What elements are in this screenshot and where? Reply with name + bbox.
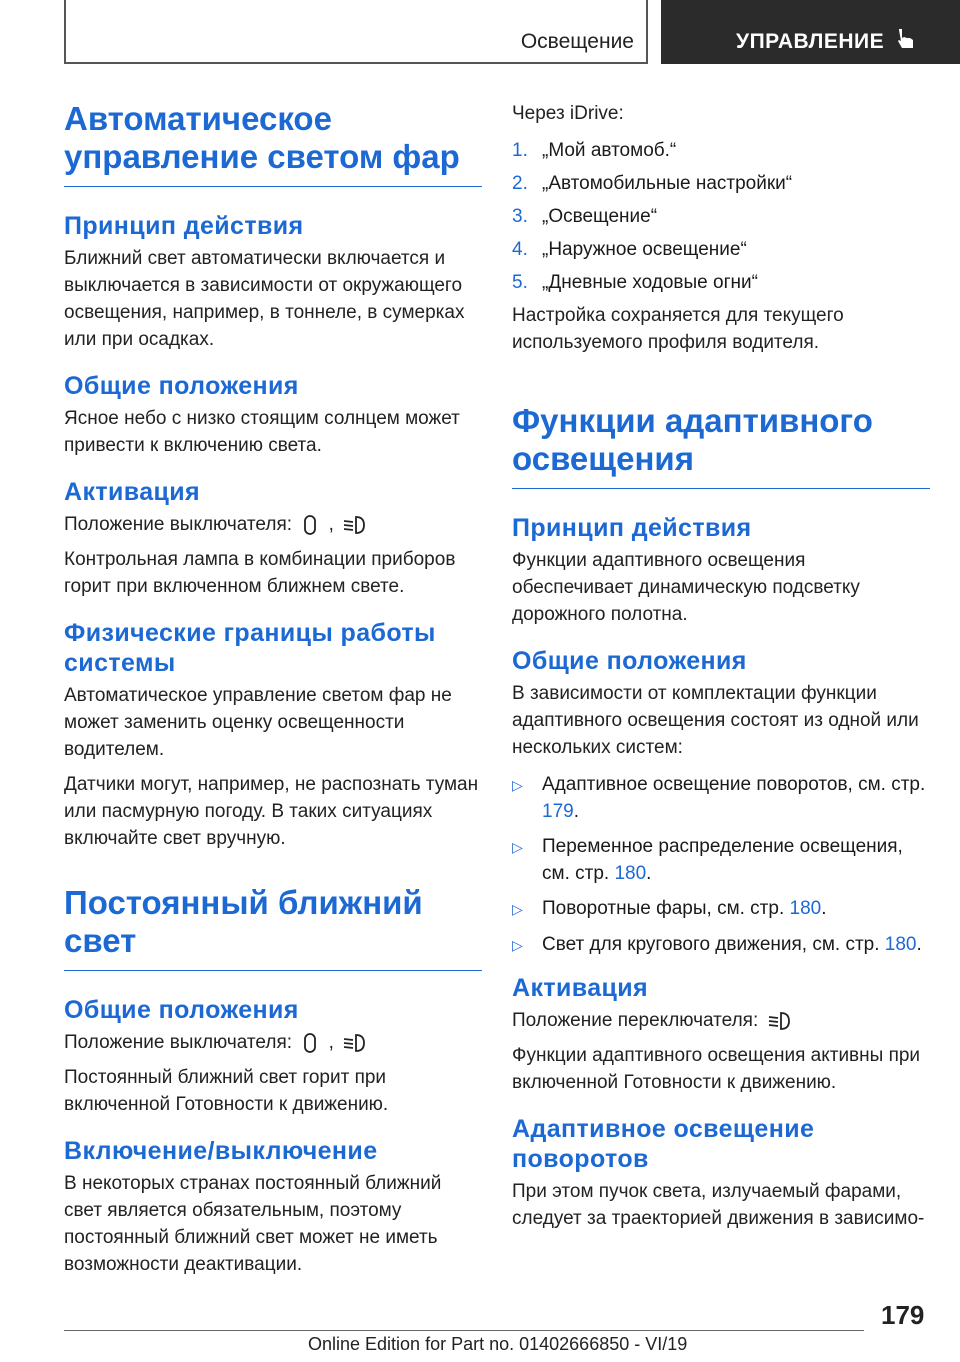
- pointing-hand-icon: [893, 26, 919, 52]
- bullet-text: Свет для кругового движения, см. стр. 180.: [542, 934, 922, 955]
- page-link[interactable]: 180: [884, 934, 917, 955]
- heading-line: поворотов: [512, 1145, 649, 1173]
- bullet-label: Адаптивное освещение поворотов, см. стр.: [542, 774, 926, 795]
- paragraph-principle-2: Функции адаптивного освещения обеспечивает динамическую подсветку дорожного полотна.: [512, 550, 860, 625]
- paragraph-general-2-switch: [64, 1029, 482, 1056]
- paragraph-on-off: В некоторых странах постоянный ближний свет является обязательным, поэтому постоянный ближний свет может не иметь возможности деактивации.: [64, 1173, 442, 1275]
- heading-rule: [64, 970, 482, 971]
- heading-rule: [64, 186, 482, 187]
- separator: ,: [328, 1032, 334, 1053]
- heading-line: системы: [64, 649, 176, 677]
- list-item: [512, 833, 930, 887]
- subheading-principle: Принцип действия: [64, 212, 304, 240]
- step-text: „Автомобильные настройки“: [542, 173, 793, 194]
- right-column: [512, 100, 930, 1232]
- switch-position-label: Положение выключателя:: [64, 1032, 293, 1053]
- paragraph-principle: Ближний свет автоматически включается и выключается в зависимости от окружающего освещения, например, в тоннеле, в сумерках или при осадках.: [64, 248, 465, 350]
- subheading-activation-2: Активация: [512, 974, 649, 1002]
- step-text: „Наружное освещение“: [542, 239, 747, 260]
- paragraph-general-3: В зависимости от комплектации функции адаптивного освещения состоят из одной или нескольких систем:: [512, 683, 919, 758]
- step-number: 2.: [512, 173, 528, 194]
- footer-rule: [64, 1330, 864, 1331]
- header-chapter-title: УПРАВЛЕНИЕ: [736, 30, 885, 53]
- triangle-bullet-icon: ▷: [512, 839, 523, 855]
- triangle-bullet-icon: ▷: [512, 901, 523, 917]
- heading-line: Постоянный ближний: [64, 884, 423, 921]
- paragraph-activation-lamp: Контрольная лампа в комбинации приборов горит при включенном ближнем свете.: [64, 549, 456, 597]
- subheading-activation: Активация: [64, 478, 201, 506]
- subheading-general-2: Общие положения: [64, 996, 299, 1024]
- page-link[interactable]: 179: [542, 801, 574, 822]
- low-beam-icon: [766, 1009, 792, 1033]
- paragraph-limits-2: Датчики могут, например, не распознать туман или пасмурную погоду. В таких ситуациях включайте свет вручную.: [64, 774, 479, 849]
- bullet-label: Переменное распределение освещения, см. стр.: [542, 836, 903, 884]
- idrive-steps-list: [512, 137, 930, 296]
- bullet-label: Поворотные фары, см. стр.: [542, 898, 785, 919]
- subheading-limits: [64, 618, 482, 678]
- page-link[interactable]: 180: [614, 863, 647, 884]
- header-section-title: Освещение: [520, 30, 634, 53]
- subheading-general: Общие положения: [64, 372, 299, 400]
- list-item: [512, 771, 930, 825]
- list-item: [512, 895, 930, 923]
- paragraph-activation-switch: [64, 511, 482, 538]
- paragraph-adaptive-turn: При этом пучок света, излучаемый фарами, следует за траекторией движения в зависимо-: [512, 1181, 925, 1229]
- heading-line: Физические границы работы: [64, 619, 436, 647]
- step-number: 3.: [512, 206, 528, 227]
- paragraph-general-2: Постоянный ближний свет горит при включенной Готовности к движению.: [64, 1067, 389, 1115]
- list-item: [512, 137, 930, 164]
- page-number: 179: [881, 1300, 925, 1330]
- paragraph-idrive: Через iDrive:: [512, 103, 624, 124]
- paragraph-general: Ясное небо с низко стоящим солнцем может привести к включению света.: [64, 408, 460, 456]
- triangle-bullet-icon: ▷: [512, 937, 523, 953]
- subheading-general-3: Общие положения: [512, 647, 747, 675]
- heading-adaptive-lighting: [512, 402, 930, 478]
- low-beam-icon: [341, 513, 367, 537]
- heading-line: освещения: [512, 440, 694, 477]
- heading-auto-headlight: [64, 100, 482, 176]
- footer-edition: Online Edition for Part no. 01402666850 - VI/19: [308, 1334, 688, 1354]
- paragraph-saved: Настройка сохраняется для текущего используемого профиля водителя.: [512, 305, 844, 353]
- auto-light-icon: [299, 513, 321, 537]
- heading-rule: [512, 488, 930, 489]
- heading-line: Адаптивное освещение: [512, 1115, 815, 1143]
- list-item: [512, 269, 930, 296]
- header-section-box: [64, 0, 648, 64]
- paragraph-activation-2: Функции адаптивного освещения активны при включенной Готовности к движению.: [512, 1045, 921, 1093]
- switch-position-label: Положение выключателя:: [64, 514, 293, 535]
- subheading-adaptive-turn: [512, 1114, 930, 1174]
- bullet-text: Адаптивное освещение поворотов, см. стр. 179.: [542, 774, 926, 822]
- page-link[interactable]: 180: [789, 898, 822, 919]
- bullet-text: Переменное распределение освещения, см. стр. 180.: [542, 836, 903, 884]
- heading-line: Автоматическое: [64, 100, 332, 137]
- triangle-bullet-icon: ▷: [512, 777, 523, 793]
- heading-line: управление светом фар: [64, 138, 460, 175]
- paragraph-activation-2-switch: [512, 1007, 930, 1034]
- step-text: „Дневные ходовые огни“: [542, 272, 758, 293]
- heading-line: свет: [64, 922, 137, 959]
- subheading-principle-2: Принцип действия: [512, 514, 752, 542]
- list-item: [512, 170, 930, 197]
- subheading-on-off: Включение/выключение: [64, 1137, 378, 1165]
- step-number: 5.: [512, 272, 528, 293]
- step-text: „Освещение“: [542, 206, 658, 227]
- step-text: „Мой автомоб.“: [542, 140, 677, 161]
- separator: ,: [328, 514, 334, 535]
- paragraph-limits-1: Автоматическое управление светом фар не может заменить оценку освещенности водителем.: [64, 685, 452, 760]
- list-item: [512, 236, 930, 263]
- bullet-text: Поворотные фары, см. стр. 180.: [542, 898, 827, 919]
- heading-constant-low-beam: [64, 884, 482, 960]
- list-item: [512, 203, 930, 230]
- step-number: 4.: [512, 239, 528, 260]
- systems-list: [512, 771, 930, 959]
- step-number: 1.: [512, 140, 528, 161]
- bullet-label: Свет для кругового движения, см. стр.: [542, 934, 880, 955]
- switch-position-label: Положение переключателя:: [512, 1010, 759, 1031]
- left-column: [64, 100, 482, 1278]
- low-beam-icon: [341, 1031, 367, 1055]
- auto-light-icon: [299, 1031, 321, 1055]
- heading-line: Функции адаптивного: [512, 402, 873, 439]
- header-chapter-box: [661, 0, 960, 64]
- list-item: [512, 931, 930, 959]
